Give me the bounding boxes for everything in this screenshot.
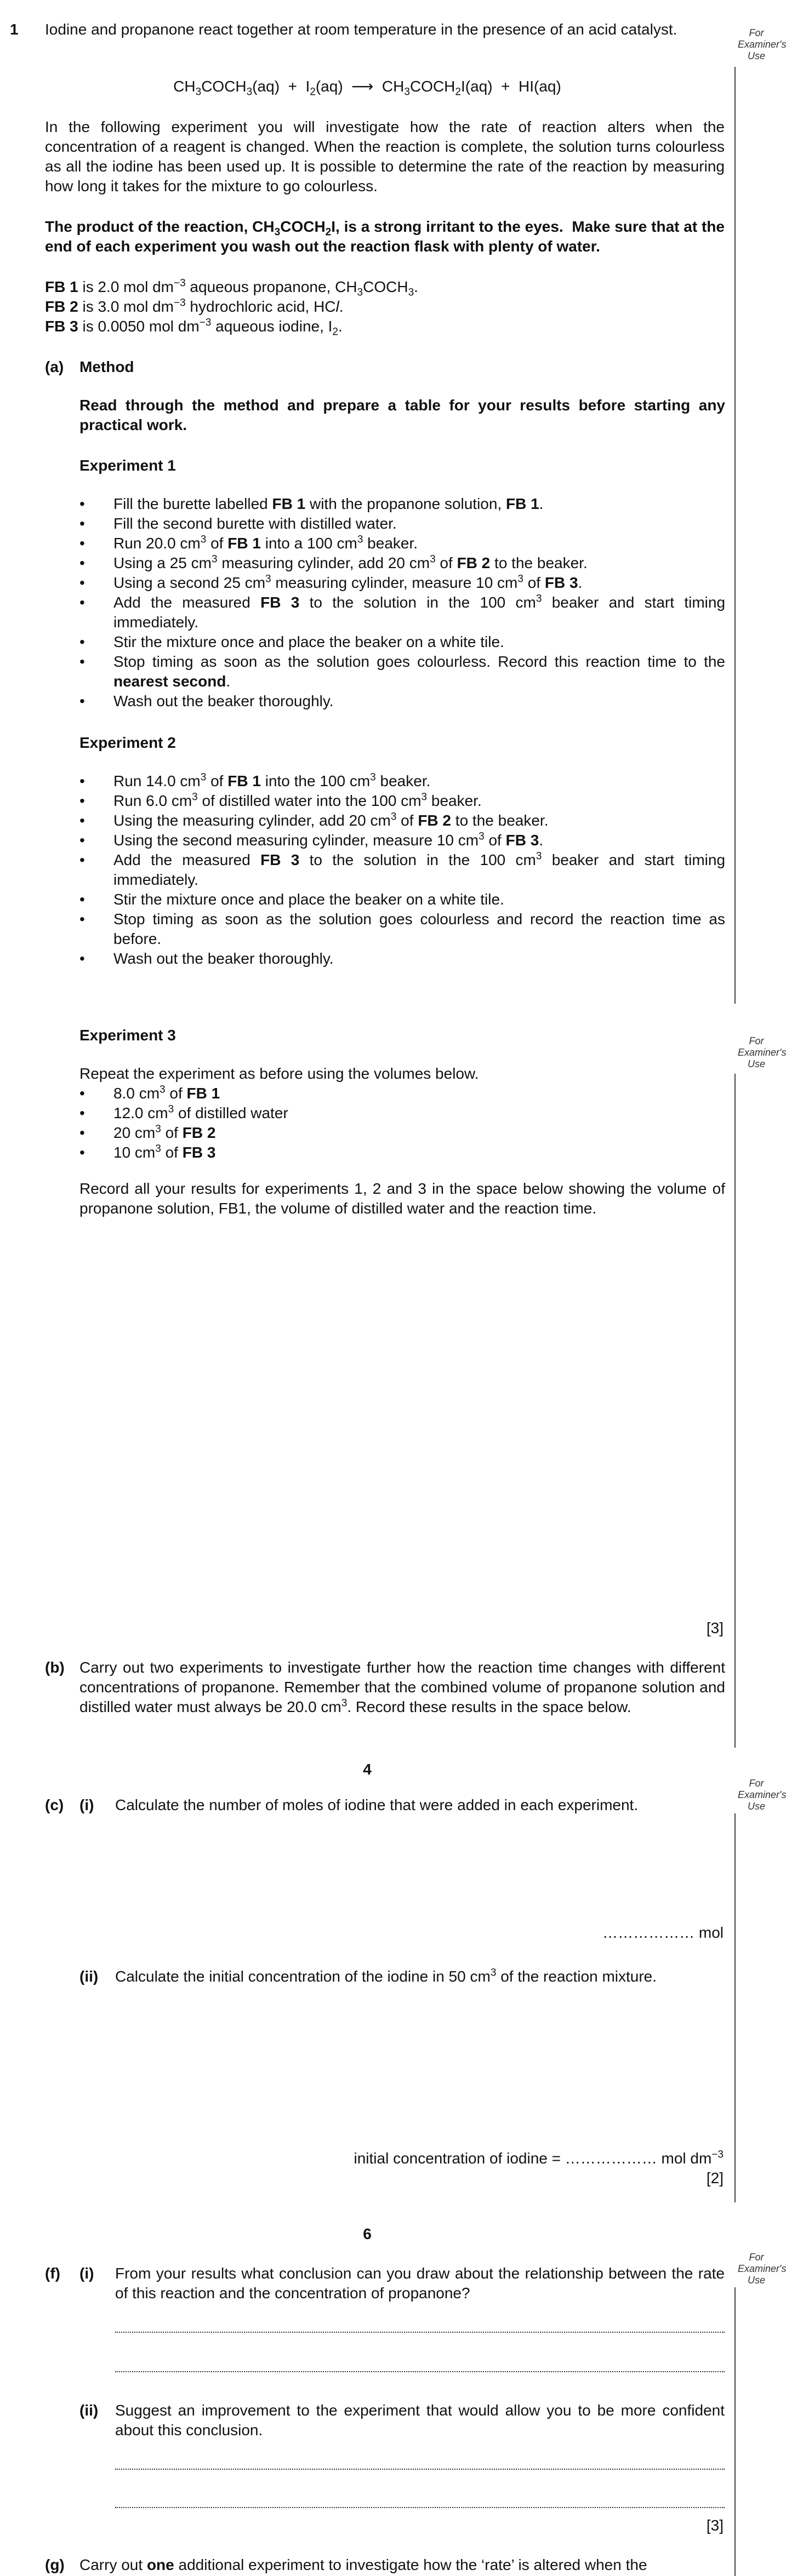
part-c-label: (c) — [45, 1796, 64, 1813]
examiner-use-label: For Examiner's Use — [738, 2252, 786, 2286]
concentration-answer-line[interactable]: initial concentration of iodine = ……………… mol $dm^{-3}$ — [354, 2149, 724, 2167]
answer-line[interactable] — [115, 2469, 725, 2470]
list-item: • Stir the mixture once and place the beaker on a white tile. — [79, 632, 725, 652]
reagent-fb3: FB 3 is 0.0050 mol $dm^{-3}$ aqueous iodine, $I_2$. — [45, 317, 343, 338]
examiner-margin-line — [734, 1813, 736, 2202]
list-item: • Using a 25 $cm^3$ measuring cylinder, add 20 $cm^3$ of FB 2 to the beaker. — [79, 553, 725, 573]
list-item: • Stir the mixture once and place the beaker on a white tile. — [79, 890, 725, 909]
part-f-marks: [3] — [706, 2517, 724, 2534]
part-f-i-label: (i) — [79, 2265, 94, 2282]
examiner-margin-line — [734, 1074, 736, 1748]
examiner-use-label: For Examiner's Use — [738, 1035, 786, 1069]
list-item: • Wash out the beaker thoroughly. — [79, 949, 725, 969]
examiner-use-label: For Examiner's Use — [738, 1778, 786, 1812]
examiner-margin-line — [734, 2287, 736, 2576]
list-item: • Run 20.0 $cm^3$ of FB 1 into a 100 $cm^3$ beaker. — [79, 534, 725, 553]
experiment-2-title: Experiment 2 — [79, 734, 176, 751]
list-item: • Using the measuring cylinder, add 20 $cm^3$ of FB 2 to the beaker. — [79, 811, 725, 831]
answer-line[interactable] — [115, 2371, 725, 2372]
part-f-ii-label: (ii) — [79, 2402, 99, 2419]
list-item: • Run 14.0 $cm^3$ of FB 1 into the 100 $cm^3$ beaker. — [79, 771, 725, 791]
part-f-ii-text: Suggest an improvement to the experiment that would allow you to be more confident about this conclusion. — [115, 2402, 725, 2438]
part-a-label: (a) — [45, 358, 64, 375]
examiner-margin-line — [734, 67, 736, 1004]
experiment-2-steps — [79, 771, 725, 969]
intro-text: Iodine and propanone react together at room temperature in the presence of an acid catalyst. — [45, 21, 677, 38]
experiment-3-volumes — [79, 1084, 725, 1163]
part-c-marks: [2] — [706, 2169, 724, 2186]
reagent-list — [45, 277, 725, 336]
part-c-i-label: (i) — [79, 1796, 94, 1813]
list-item: • Using a second 25 $cm^3$ measuring cylinder, measure 10 $cm^3$ of FB 3. — [79, 573, 725, 593]
list-item: • 8.0 $cm^3$ of FB 1 — [79, 1084, 725, 1103]
list-item: • 12.0 $cm^3$ of distilled water — [79, 1103, 725, 1123]
experiment-3-intro: Repeat the experiment as before using the volumes below. — [79, 1065, 479, 1082]
part-a-title: Method — [79, 358, 134, 375]
examiner-use-label: For Examiner's Use — [738, 27, 786, 61]
safety-warning: The product of the reaction, $CH_3COCH_2I$, is a strong irritant to the eyes. Make sure that at the end of each experiment you wash out the reaction flask with plenty of water. — [45, 218, 725, 255]
list-item: • Add the measured FB 3 to the solution in the 100 $cm^3$ beaker and start timing immediately. — [79, 850, 725, 890]
part-g-text: Carry out one additional experiment to investigate how the ‘rate’ is altered when the — [79, 2556, 647, 2573]
list-item: • 10 $cm^3$ of FB 3 — [79, 1143, 725, 1163]
part-c-i-text: Calculate the number of moles of iodine that were added in each experiment. — [115, 1796, 639, 1813]
list-item: • Fill the burette labelled FB 1 with the propanone solution, FB 1. — [79, 494, 725, 514]
part-a-marks: [3] — [706, 1619, 724, 1636]
part-b-label: (b) — [45, 1659, 65, 1676]
list-item: • Wash out the beaker thoroughly. — [79, 691, 725, 711]
moles-answer-line[interactable]: ……………… mol — [602, 1924, 724, 1941]
reaction-equation: $CH_3COCH_3(aq) + I_2(aq)$ ⟶ $CH_3COCH_2I(aq) + HI(aq)$ — [173, 78, 561, 98]
list-item: • Fill the second burette with distilled water. — [79, 514, 725, 534]
question-number: 1 — [10, 21, 19, 38]
experiment-1-title: Experiment 1 — [79, 457, 176, 474]
part-b-text: Carry out two experiments to investigate further how the reaction time changes with different concentrations of propanone. Remember that the combined volume of propanone solution and distilled water must always be 20.0 $cm^3$. Record these results in the space below. — [79, 1659, 725, 1715]
record-results-instruction: Record all your results for experiments 1, 2 and 3 in the space below showing the volume of propanone solution, FB1, the volume of distilled water and the reaction time. — [79, 1180, 725, 1217]
list-item: • 20 $cm^3$ of FB 2 — [79, 1123, 725, 1143]
part-c-ii-text: Calculate the initial concentration of the iodine in 50 $cm^3$ of the reaction mixture. — [115, 1967, 657, 1985]
part-c-ii-label: (ii) — [79, 1968, 99, 1985]
list-item: • Stop timing as soon as the solution goes colourless and record the reaction time as before. — [79, 909, 725, 949]
part-f-i-text: From your results what conclusion can you draw about the relationship between the rate of this reaction and the concentration of propanone? — [115, 2265, 725, 2302]
answer-line[interactable] — [115, 2332, 725, 2333]
page-number: 4 — [363, 1761, 372, 1778]
reagent-fb2: FB 2 is 3.0 mol $dm^{-3}$ hydrochloric acid, HCl. — [45, 297, 344, 315]
reagent-fb1: FB 1 is 2.0 mol $dm^{-3}$ aqueous propanone, $CH_3COCH_3$. — [45, 277, 418, 299]
experiment-1-steps — [79, 494, 725, 711]
method-paragraph: In the following experiment you will investigate how the rate of reaction alters when the concentration of a reagent is changed. When the reaction is complete, the solution turns colourless as all the iodine has been used up. It is possible to determine the rate of the reaction by measuring how long it takes for the mixture to go colourless. — [45, 118, 725, 194]
list-item: • Stop timing as soon as the solution goes colourless. Record this reaction time to the nearest second. — [79, 652, 725, 691]
list-item: • Using the second measuring cylinder, measure 10 $cm^3$ of FB 3. — [79, 831, 725, 850]
experiment-3-title: Experiment 3 — [79, 1027, 176, 1044]
list-item: • Run 6.0 $cm^3$ of distilled water into the 100 $cm^3$ beaker. — [79, 791, 725, 811]
list-item: • Add the measured FB 3 to the solution in the 100 $cm^3$ beaker and start timing immediately. — [79, 593, 725, 632]
answer-line[interactable] — [115, 2507, 725, 2508]
method-instruction: Read through the method and prepare a table for your results before starting any practical work. — [79, 397, 725, 433]
part-g-label: (g) — [45, 2556, 65, 2573]
part-f-label: (f) — [45, 2265, 60, 2282]
page-number: 6 — [363, 2225, 372, 2242]
